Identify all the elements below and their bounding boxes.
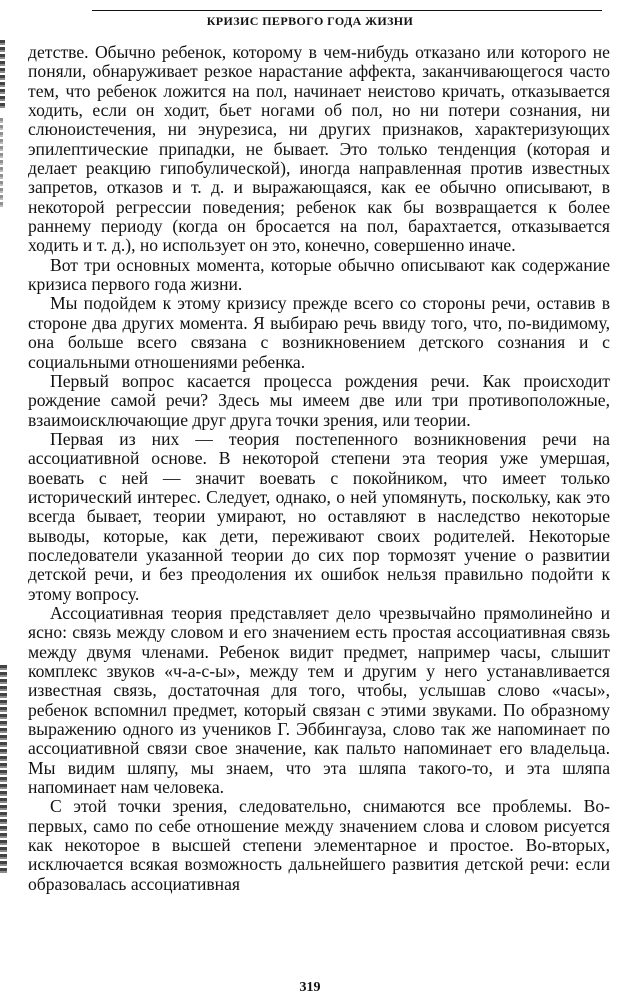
paragraph: Первый вопрос касается процесса рождения речи. Как происходит рождение самой речи? Здесь мы имеем две или три противоположные, взаимоисключающие друг друга точки зрения, или теории. (28, 370, 610, 430)
paragraph: Мы подойдем к этому кризису прежде всего со стороны речи, оставив в стороне два других момента. Я выбираю речь ввиду того, что, по-видимому, она больше всего связана с возникновением детского сознания и с социальными отношениями ребенка. (28, 293, 610, 372)
scan-edge-mark (0, 118, 3, 208)
paragraph: Ассоциативная теория представляет дело чрезвычайно прямолинейно и ясно: связь между словом и его значением есть простая ассоциативная связь между двумя членами. Ребенок видит предмет, например часы, слышит комплекс звуков «ч-а-с-ы», между тем и другим у него устанавливается известная связь, достаточная для того, чтобы, услышав слово «часы», ребенок вспомнил предмет, который связан с этими звуками. По образному выражению одного из учеников Г. Эббингауза, слово так же напоминает по ассоциативной связи свое значение, как пальто напоминает его владельца. Мы видим шляпу, мы знаем, что эта шляпа такого-то, и эта шляпа напоминает нам человека. (28, 602, 610, 798)
body-text (28, 43, 610, 894)
running-head: КРИЗИС ПЕРВОГО ГОДА ЖИЗНИ (206, 14, 414, 28)
header-rule (92, 10, 602, 11)
paragraph: детстве. Обычно ребенок, которому в чем-нибудь отказано или которого не поняли, обнаруживает резкое нарастание аффекта, заканчивающегося часто тем, что ребенок ложится на пол, начинает неистово кричать, отказывается ходить, если он ходит, бьет ногами об пол, но ни потери сознания, ни слюноистечения, ни энурезиса, ни других признаков, характеризующих эпилептические припадки, не бывает. Это только тенденция (которая и делает реакцию гипобулической), иногда направленная против известных запретов, отказов и т. д. и выражающаяся, как ее обычно описывают, в некоторой регрессии поведения; ребенок как бы возвращается к более раннему периоду (когда он бросается на пол, барахтается, отказывается ходить и т. д.), но использует он это, конечно, совершенно иначе. (28, 42, 610, 256)
paragraph: С этой точки зрения, следовательно, снимаются все проблемы. Во-первых, само по себе отношение между значением слова и словом рисуется как некоторое в высшей степени элементарное и простое. Во-вторых, исключается всякая возможность дальнейшего развития детской речи: если образовалась ассоциативная (28, 796, 610, 894)
paragraph: Первая из них — теория постепенного возникновения речи на ассоциативной основе. В некоторой степени эта теория уже умершая, воевать с ней — значит воевать с покойником, что имеет только исторический интерес. Следует, однако, о ней упомянуть, поскольку, как это всегда бывает, теории умирают, но оставляют в наследство некоторые выводы, которые, как дети, переживают своих родителей. Некоторые последователи указанной теории до сих пор тормозят учение о развитии детской речи, и без преодоления их ошибок нельзя правильно подойти к этому вопросу. (28, 428, 610, 604)
scan-edge-mark (0, 40, 5, 110)
scan-edge-mark (0, 665, 7, 875)
paragraph: Вот три основных момента, которые обычно описывают как содержание кризиса первого года жизни. (28, 254, 610, 295)
page-number: 319 (299, 980, 321, 995)
